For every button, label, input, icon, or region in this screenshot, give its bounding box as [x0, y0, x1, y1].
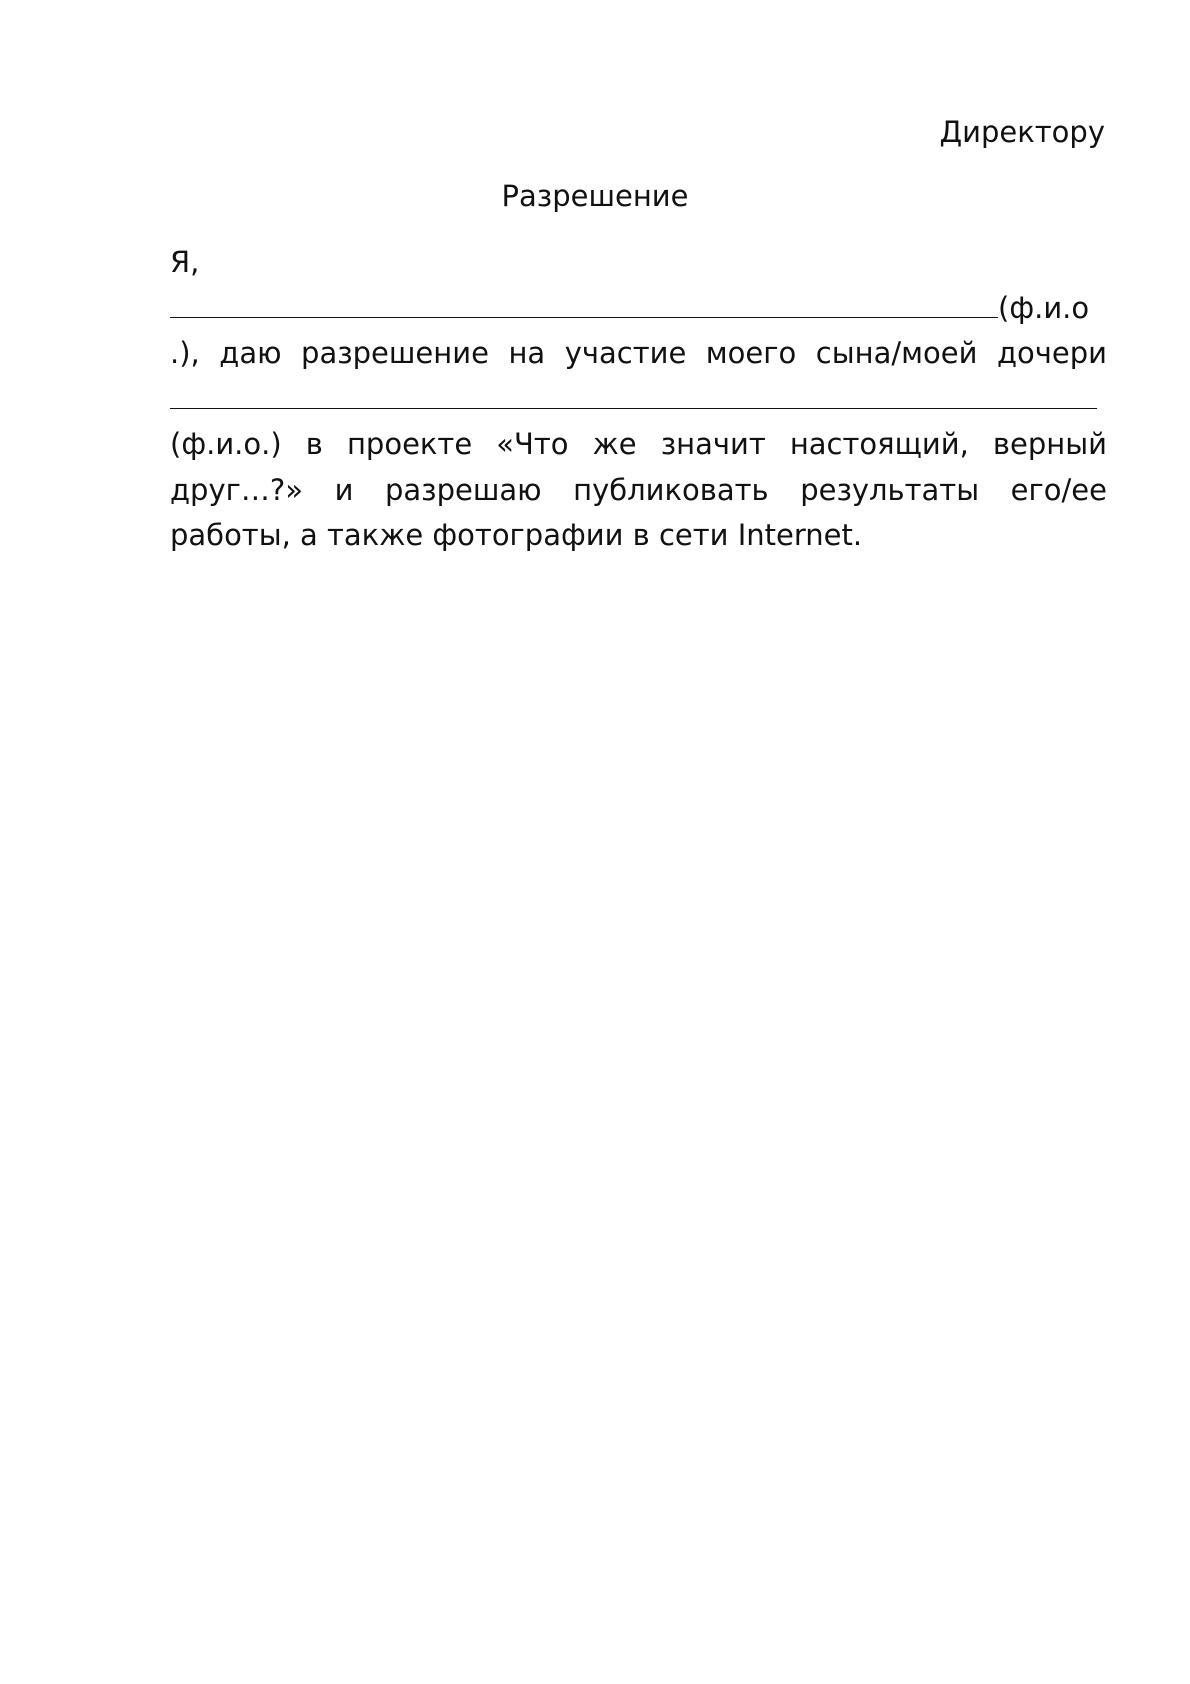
body-word: верный	[992, 427, 1107, 461]
body-word: его/ее	[1010, 472, 1107, 507]
body-word: дочери	[996, 336, 1107, 370]
child-name-line	[170, 377, 1107, 423]
body-word: сына/моей	[815, 336, 978, 370]
body-word: моего	[705, 336, 797, 370]
fio-label: (ф.и.о	[998, 290, 1090, 325]
body-word: в	[305, 427, 323, 461]
body-word: результаты	[800, 472, 980, 507]
project-line	[170, 422, 1107, 468]
consent-line	[170, 331, 1107, 377]
opening-line: Я,	[170, 245, 200, 279]
body-word: разрешение	[301, 336, 489, 370]
body-word: участие	[564, 336, 687, 370]
addressee: Директору	[939, 115, 1105, 149]
body-word: даю	[219, 336, 282, 370]
child-name-blank	[170, 378, 1097, 409]
body-word: публиковать	[573, 472, 769, 507]
body-word: .),	[170, 336, 200, 370]
body-word: разрешаю	[384, 472, 542, 507]
parent-name-line	[170, 286, 1107, 332]
body-word: проекте	[346, 427, 473, 461]
body-word: друг…?»	[170, 472, 303, 507]
body-word: (ф.и.о.)	[170, 427, 282, 461]
body-word: «Что	[496, 427, 569, 461]
publish-line	[170, 468, 1107, 514]
document-title: Разрешение	[501, 179, 689, 213]
body-word: же	[592, 427, 637, 461]
permission-body	[170, 240, 1107, 559]
body-word: настоящий,	[789, 427, 969, 461]
parent-name-blank	[170, 287, 998, 318]
body-word: и	[334, 472, 354, 507]
closing-line: работы, а также фотографии в сети Internet.	[170, 518, 863, 552]
body-word: на	[508, 336, 546, 370]
body-word: значит	[660, 427, 766, 461]
